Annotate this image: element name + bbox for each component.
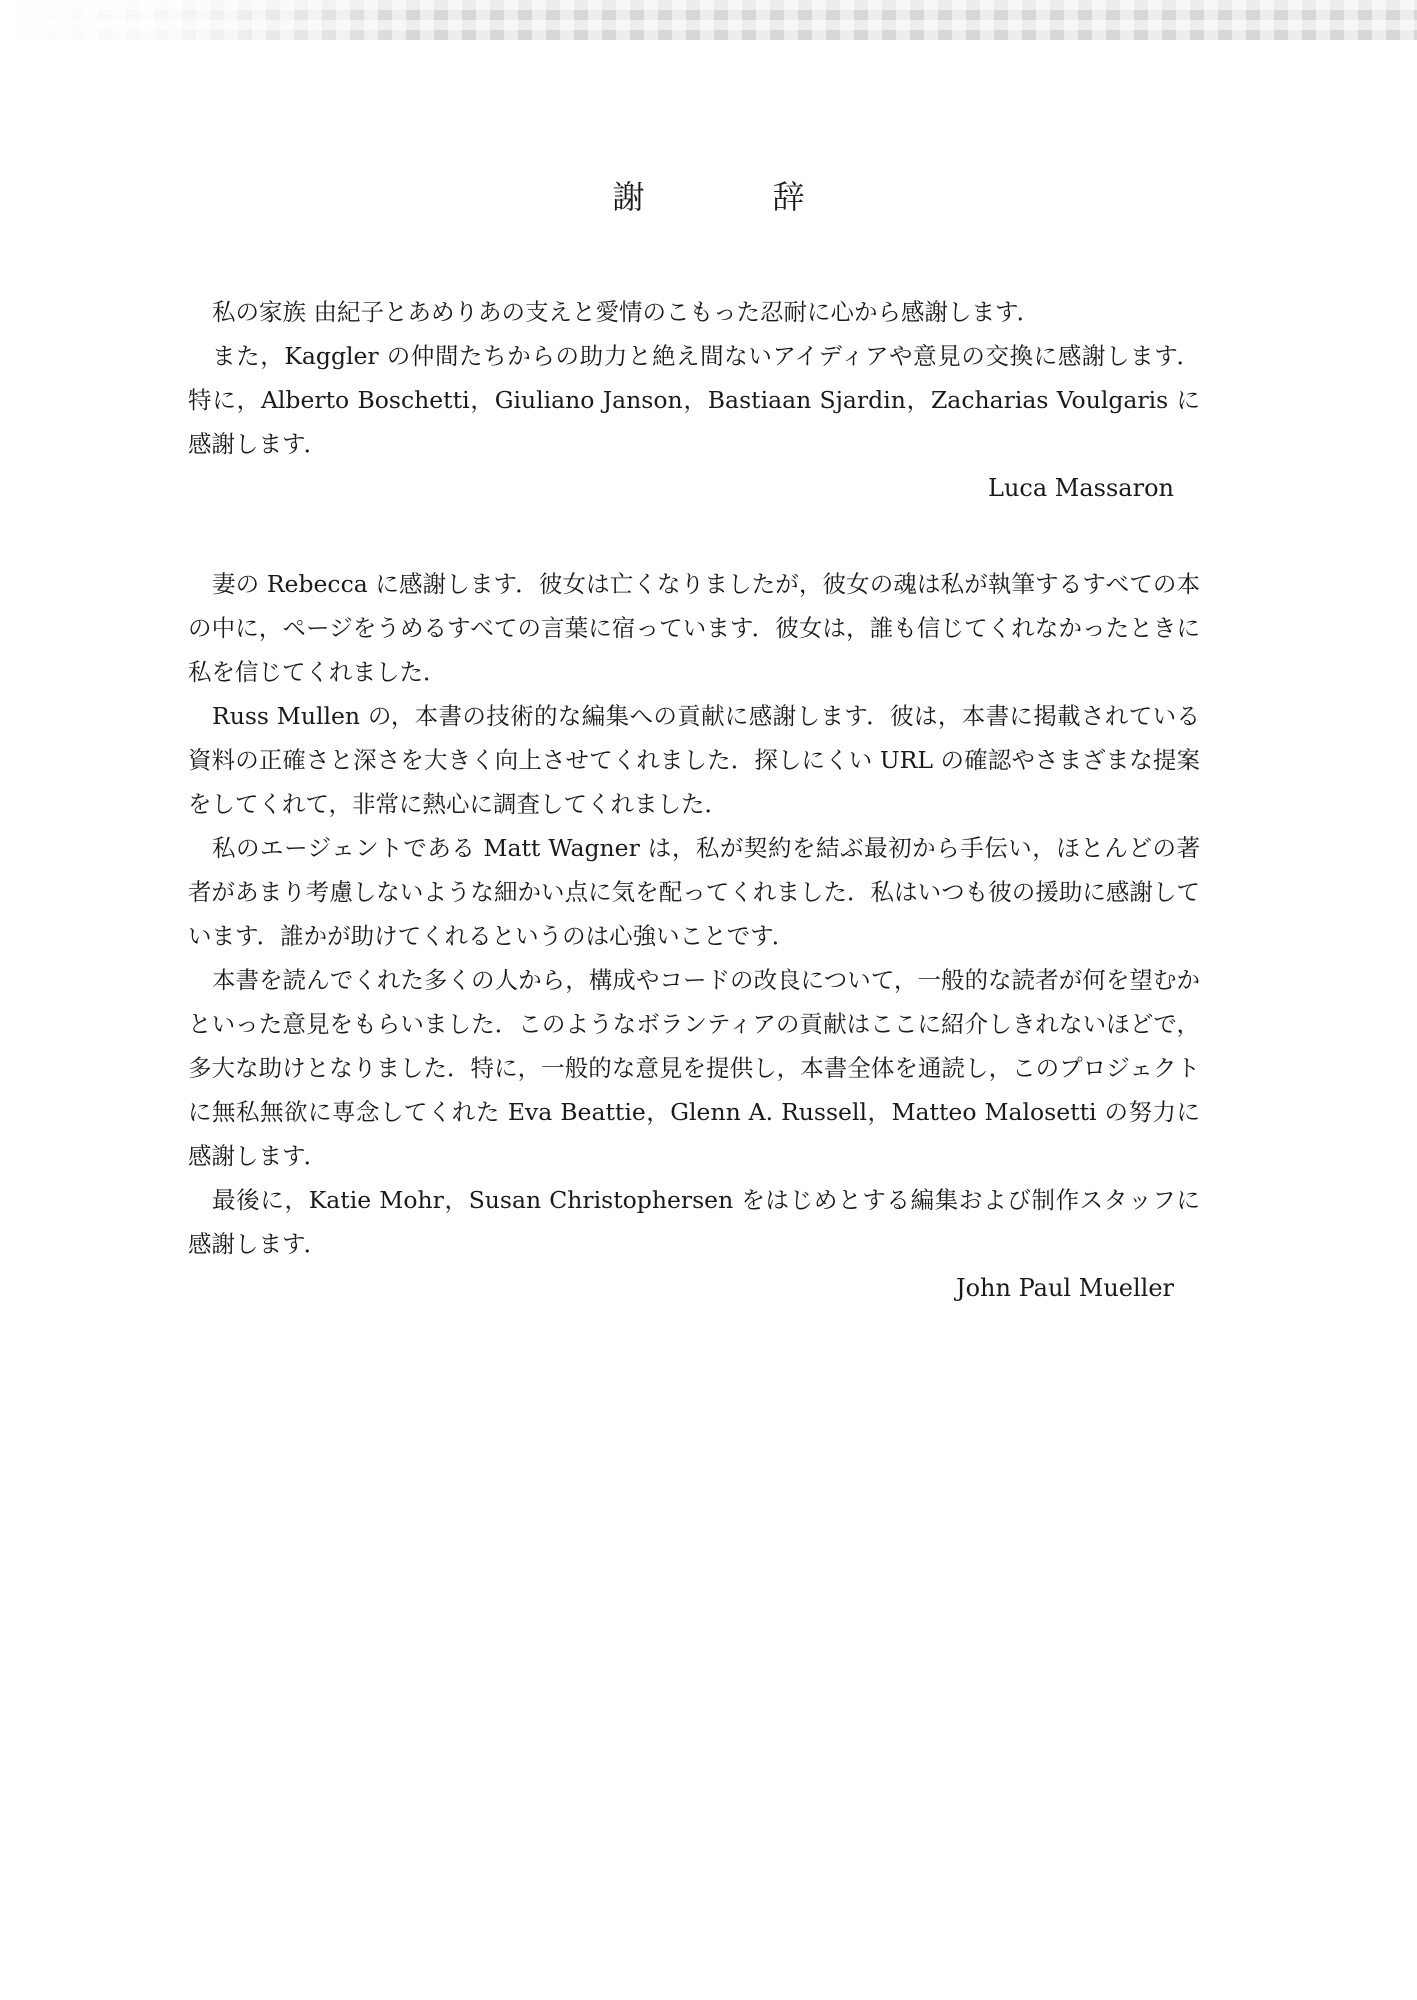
paragraph: 最後に，Katie Mohr，Susan Christophersen をはじめとする編集および制作スタッフに感謝します． (188, 1186, 1200, 1258)
acknowledgment-section-john (188, 562, 1200, 1310)
paragraph: 妻の Rebecca に感謝します．彼女は亡くなりましたが，彼女の魂は私が執筆するすべての本の中に，ページをうめるすべての言葉に宿っています．彼女は，誰も信じてくれなかったときに私を信じてくれました． (188, 570, 1200, 686)
acknowledgment-section-luca (188, 290, 1200, 510)
paragraph: Russ Mullen の，本書の技術的な編集への貢献に感謝します．彼は，本書に掲載されている資料の正確さと深さを大きく向上させてくれました．探しにくい URL の確認やさまざまな提案をしてくれて，非常に熱心に調査してくれました． (188, 702, 1200, 818)
page-title: 謝 辞 (612, 178, 853, 216)
signature: John Paul Mueller (955, 1274, 1174, 1302)
paragraph: 本書を読んでくれた多くの人から，構成やコードの改良について，一般的な読者が何を望むかといった意見をもらいました．このようなボランティアの貢献はここに紹介しきれないほどで，多大な助けとなりました．特に，一般的な意見を提供し，本書全体を通読し，このプロジェクトに無私無欲に専念してくれた Eva Beattie，Glenn A. Russell，Matteo Malosetti の努力に感謝します． (188, 966, 1200, 1170)
paragraph: また，Kaggler の仲間たちからの助力と絶え間ないアイディアや意見の交換に感謝します．特に，Alberto Boschetti，Giuliano Janson，Bastiaan Sjardin，Zacharias Voulgaris に感謝します． (188, 342, 1200, 458)
signature: Luca Massaron (988, 474, 1174, 502)
top-decorative-band (0, 0, 1417, 40)
paragraph: 私のエージェントである Matt Wagner は，私が契約を結ぶ最初から手伝い，ほとんどの著者があまり考慮しないような細かい点に気を配ってくれました．私はいつも彼の援助に感謝しています．誰かが助けてくれるというのは心強いことです． (188, 834, 1200, 950)
acknowledgments-body (188, 290, 1200, 1310)
paragraph: 私の家族 由紀子とあめりあの支えと愛情のこもった忍耐に心から感謝します． (212, 298, 1041, 326)
